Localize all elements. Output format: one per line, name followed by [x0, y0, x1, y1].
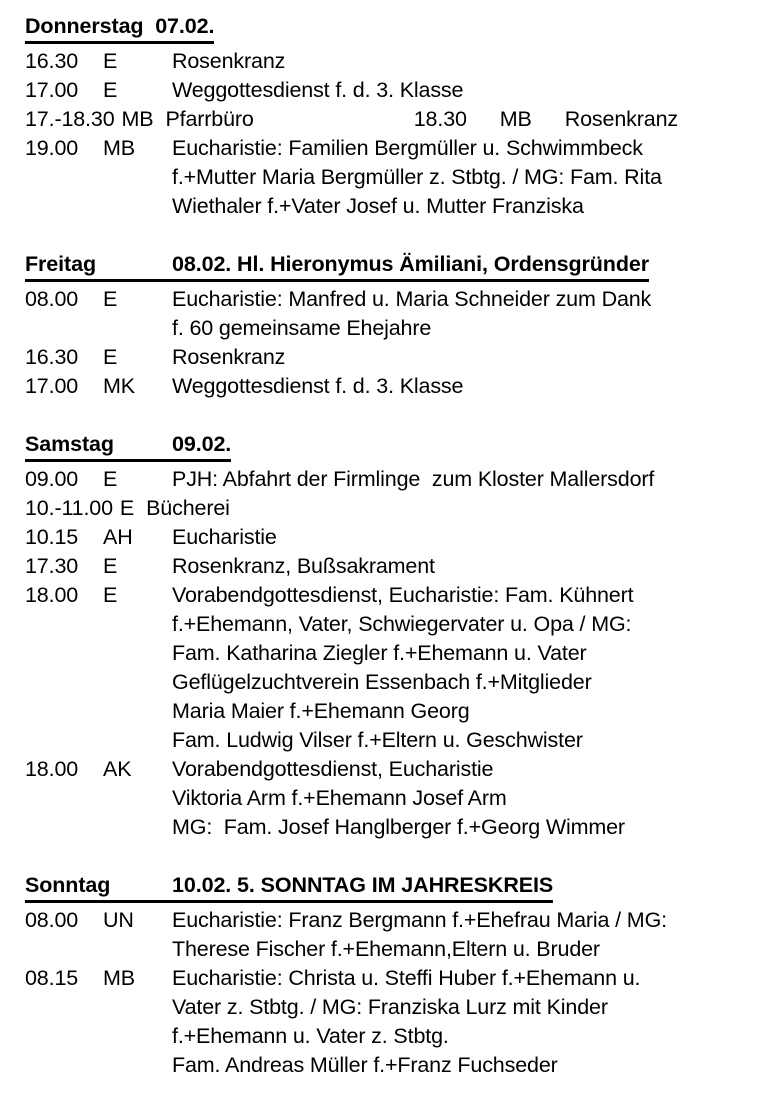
schedule-row-continuation: [25, 935, 770, 964]
row-location-code: E: [103, 49, 118, 73]
row-description: Rosenkranz: [172, 49, 286, 73]
row-description: Bücherei: [146, 496, 230, 520]
row-secondary-location-code: MB: [499, 107, 532, 131]
row-time: 16.30: [25, 345, 79, 369]
row-description: Fam. Andreas Müller f.+Franz Fuchseder: [172, 1053, 558, 1077]
schedule-row: [25, 105, 770, 134]
row-description: f.+Ehemann u. Vater z. Stbtg.: [172, 1024, 449, 1048]
row-description: Viktoria Arm f.+Ehemann Josef Arm: [172, 786, 507, 810]
row-time: 18.00: [25, 757, 79, 781]
row-time: 17.-18.30: [25, 107, 115, 131]
row-location-code: E: [103, 78, 118, 102]
row-description: Rosenkranz: [172, 345, 286, 369]
row-description-main: Pfarrbüro: [165, 107, 254, 131]
row-description: Therese Fischer f.+Ehemann,Eltern u. Bruder: [172, 937, 600, 961]
row-time: 19.00: [25, 136, 79, 160]
day-section-samstag: [25, 430, 770, 842]
schedule-row-continuation: [25, 726, 770, 755]
row-description: Eucharistie: Familien Bergmüller u. Schwimmbeck: [172, 136, 643, 160]
row-location-code: MK: [103, 374, 135, 398]
day-heading-samstag: [25, 430, 231, 462]
row-time: 18.00: [25, 583, 79, 607]
day-section-donnerstag: [25, 12, 770, 221]
schedule-row: [25, 755, 770, 784]
row-location-code: E: [103, 287, 118, 311]
row-location-code: E: [103, 467, 118, 491]
schedule-row: [25, 494, 770, 523]
schedule-row-continuation: [25, 1051, 770, 1080]
row-description: Geflügelzuchtverein Essenbach f.+Mitglieder: [172, 670, 592, 694]
row-location-code: E: [119, 496, 135, 520]
row-description: f.+Mutter Maria Bergmüller z. Stbtg. / MG: Fam. Rita: [172, 165, 662, 189]
schedule-row-continuation: [25, 192, 770, 221]
row-description: PJH: Abfahrt der Firmlinge zum Kloster Mallersdorf: [172, 467, 655, 491]
day-heading-sonntag: [25, 871, 553, 903]
row-secondary-description: Rosenkranz: [564, 107, 678, 131]
row-description: Eucharistie: Manfred u. Maria Schneider zum Dank: [172, 287, 652, 311]
day-date-title: 10.02. 5. SONNTAG IM JAHRESKREIS: [172, 873, 554, 897]
schedule-row: [25, 523, 770, 552]
day-name: Freitag: [25, 252, 96, 276]
row-description: Eucharistie: Christa u. Steffi Huber f.+Ehemann u.: [172, 966, 641, 990]
row-secondary-time: 18.30: [413, 107, 467, 131]
row-description: Fam. Ludwig Vilser f.+Eltern u. Geschwister: [172, 728, 583, 752]
row-time: 10.15: [25, 525, 79, 549]
row-description: Fam. Katharina Ziegler f.+Ehemann u. Vater: [172, 641, 587, 665]
schedule-row: [25, 964, 770, 993]
row-time: 16.30: [25, 49, 79, 73]
schedule-row-continuation: [25, 784, 770, 813]
day-date-title: 08.02. Hl. Hieronymus Ämiliani, Ordensgründer: [172, 252, 649, 276]
schedule-row: [25, 134, 770, 163]
schedule-row: [25, 906, 770, 935]
row-description: [165, 105, 770, 134]
row-description: MG: Fam. Josef Hanglberger f.+Georg Wimmer: [172, 815, 625, 839]
schedule-row-continuation: [25, 697, 770, 726]
schedule-row: [25, 581, 770, 610]
day-name: Samstag: [25, 432, 114, 456]
schedule-row-continuation: [25, 610, 770, 639]
row-description: f. 60 gemeinsame Ehejahre: [172, 316, 432, 340]
row-location-code: UN: [103, 908, 134, 932]
schedule-row-continuation: [25, 1022, 770, 1051]
day-date-title: 09.02.: [172, 432, 232, 456]
row-description: Eucharistie: [172, 525, 277, 549]
row-description: Maria Maier f.+Ehemann Georg: [172, 699, 470, 723]
schedule-row-continuation: [25, 993, 770, 1022]
schedule-row: [25, 285, 770, 314]
day-name: Sonntag: [25, 873, 111, 897]
row-location-code: MB: [103, 136, 135, 160]
row-description: f.+Ehemann, Vater, Schwiegervater u. Opa / MG:: [172, 612, 632, 636]
row-time: 08.15: [25, 966, 79, 990]
day-heading-donnerstag: [25, 12, 214, 44]
row-time: 17.00: [25, 374, 79, 398]
row-location-code: MB: [121, 107, 154, 131]
schedule-row: [25, 47, 770, 76]
schedule-row: [25, 343, 770, 372]
schedule-row: [25, 372, 770, 401]
schedule-row-continuation: [25, 639, 770, 668]
schedule-row-continuation: [25, 314, 770, 343]
row-description: Vorabendgottesdienst, Eucharistie: Fam. Kühnert: [172, 583, 634, 607]
day-section-sonntag: [25, 871, 770, 1080]
day-section-freitag: [25, 250, 770, 401]
row-location-code: E: [103, 345, 118, 369]
row-time: 09.00: [25, 467, 79, 491]
row-secondary-entry: [414, 105, 678, 134]
row-description: Rosenkranz, Bußsakrament: [172, 554, 435, 578]
schedule-row: [25, 465, 770, 494]
day-name-date: Donnerstag 07.02.: [25, 14, 215, 38]
row-location-code: AH: [103, 525, 133, 549]
row-description: Eucharistie: Franz Bergmann f.+Ehefrau Maria / MG:: [172, 908, 667, 932]
row-description: Weggottesdienst f. d. 3. Klasse: [172, 374, 464, 398]
row-description: Wiethaler f.+Vater Josef u. Mutter Franziska: [172, 194, 584, 218]
schedule-row-continuation: [25, 163, 770, 192]
day-heading-freitag: [25, 250, 649, 282]
row-time: 17.30: [25, 554, 79, 578]
schedule-row: [25, 76, 770, 105]
schedule-row-continuation: [25, 813, 770, 842]
row-time: 10.-11.00: [25, 496, 113, 520]
row-location-code: E: [103, 554, 118, 578]
row-time: 08.00: [25, 287, 79, 311]
row-description: Vater z. Stbtg. / MG: Franziska Lurz mit Kinder: [172, 995, 608, 1019]
schedule-row-continuation: [25, 668, 770, 697]
row-time: 17.00: [25, 78, 79, 102]
schedule-row: [25, 552, 770, 581]
row-location-code: AK: [103, 757, 132, 781]
row-time: 08.00: [25, 908, 79, 932]
row-location-code: MB: [103, 966, 135, 990]
row-location-code: E: [103, 583, 118, 607]
row-description: Vorabendgottesdienst, Eucharistie: [172, 757, 494, 781]
row-description: Weggottesdienst f. d. 3. Klasse: [172, 78, 464, 102]
